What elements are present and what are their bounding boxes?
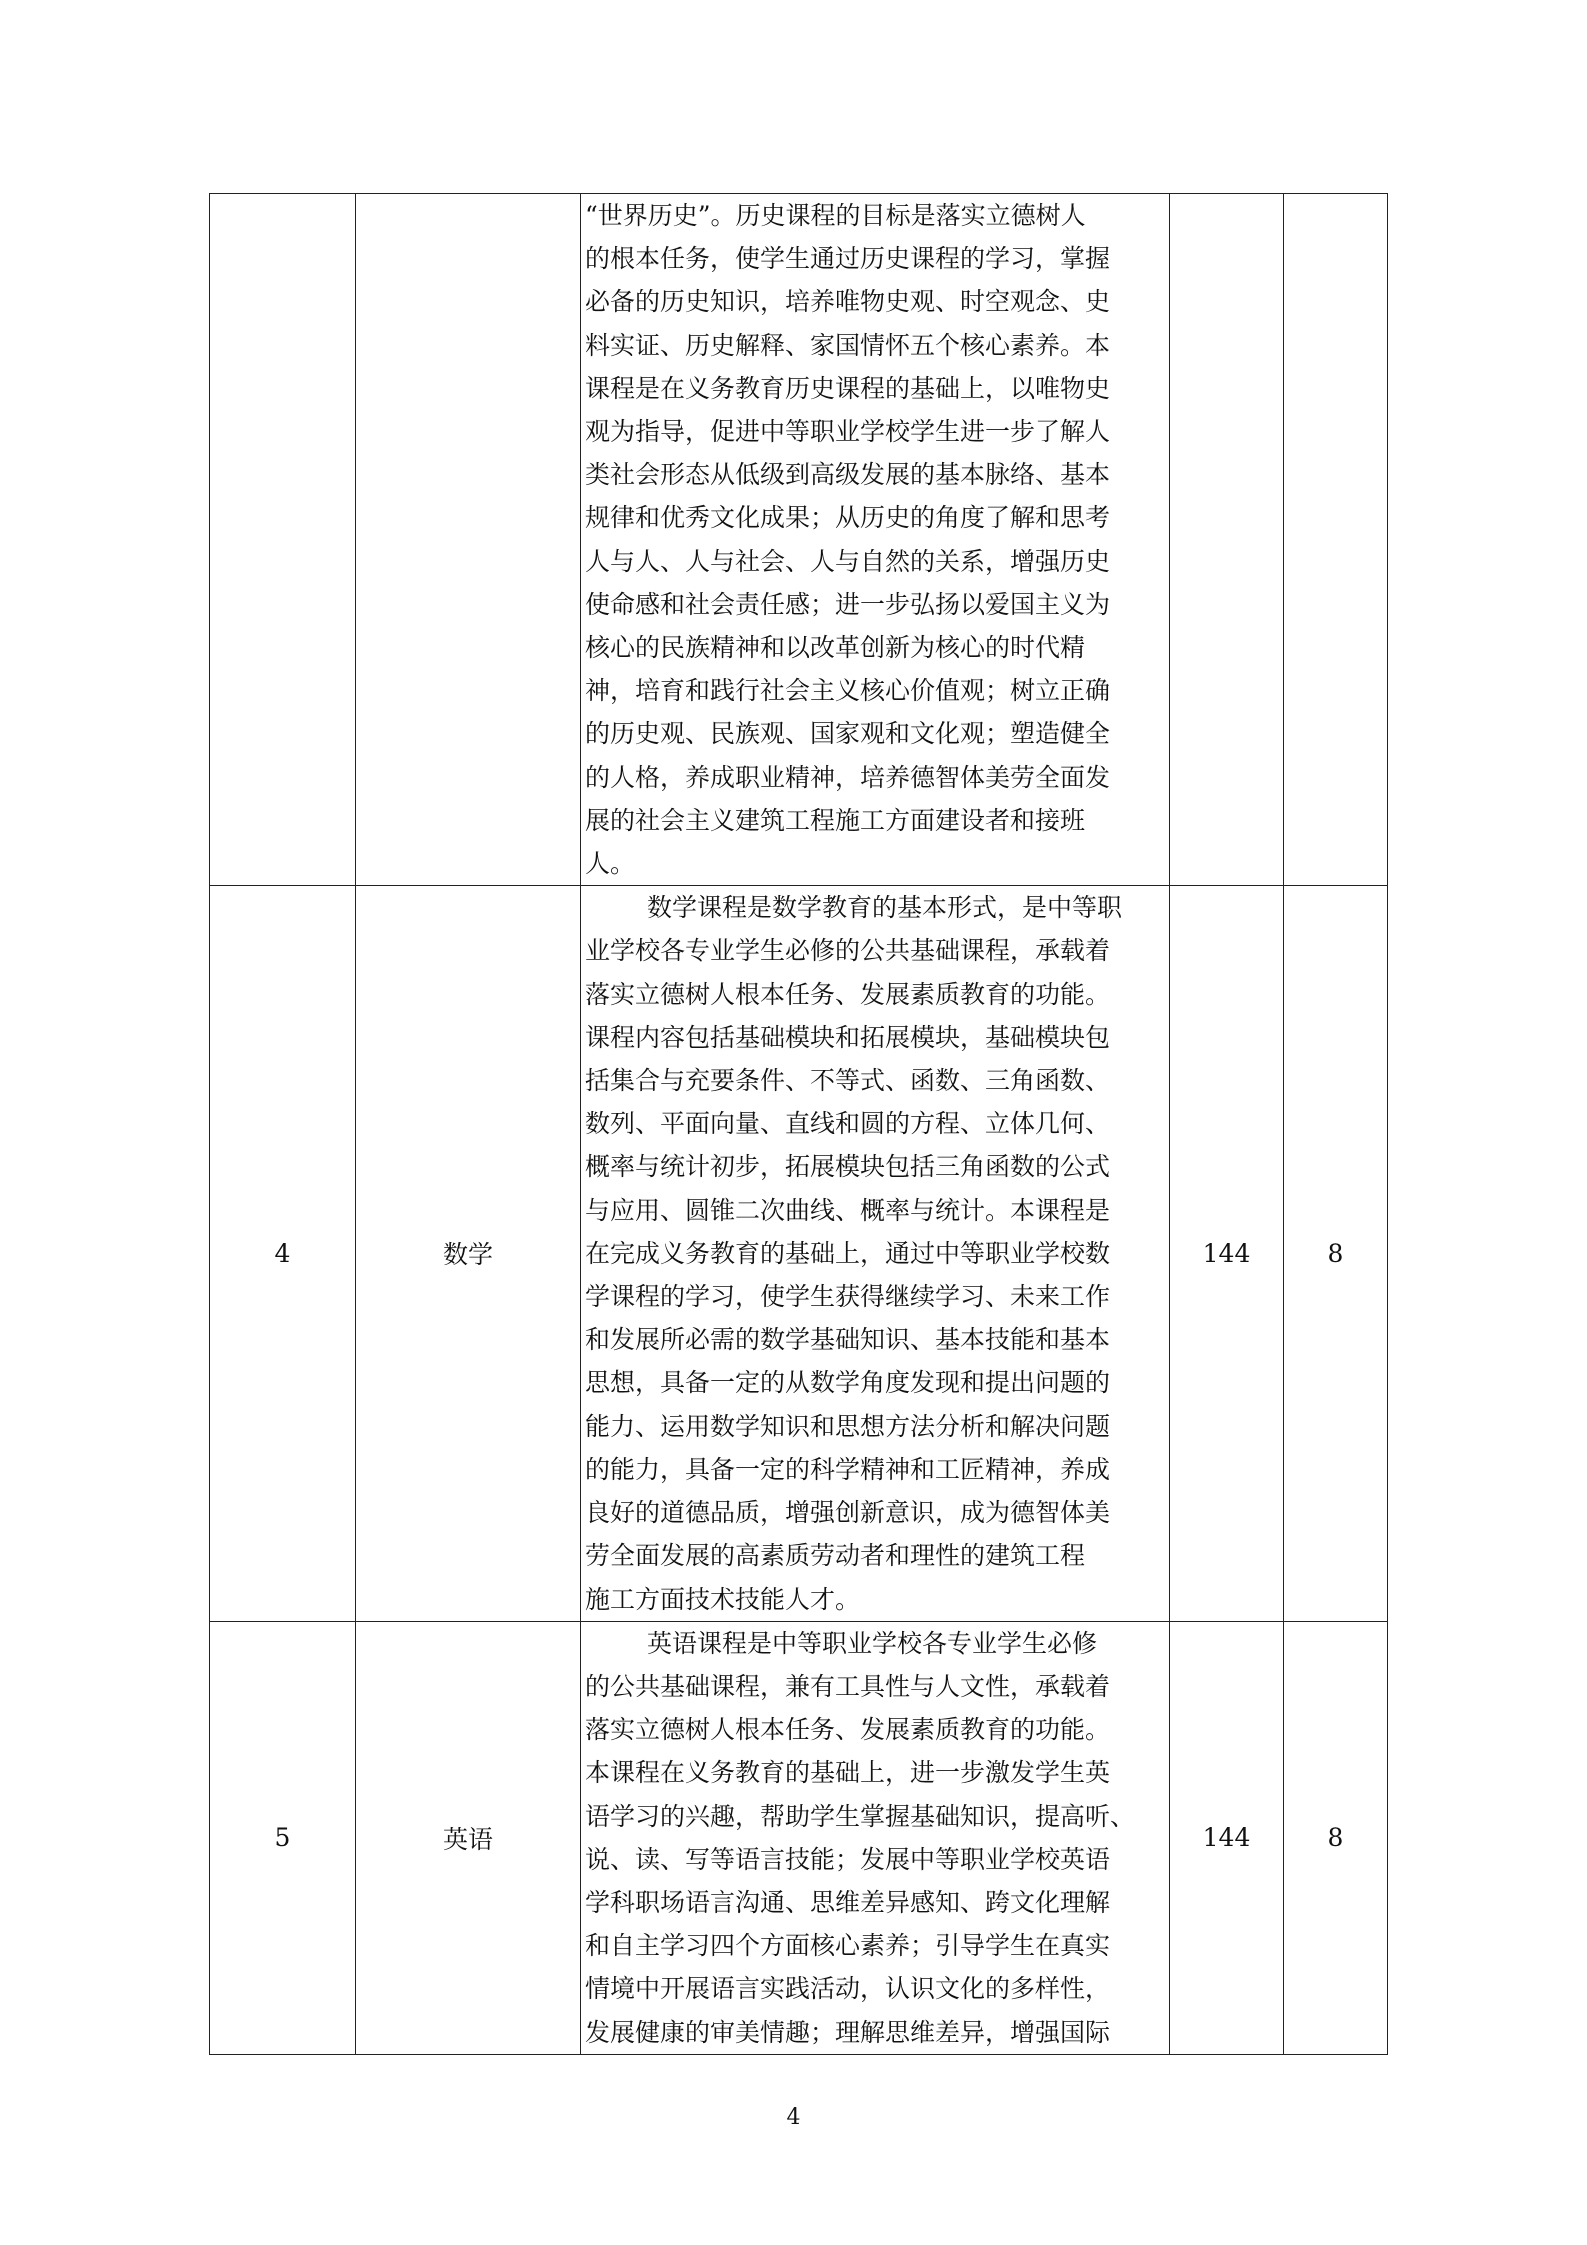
description-line: 核心的民族精神和以改革创新为核心的时代精 <box>585 633 1086 663</box>
description-line: 的人格，养成职业精神，培养德智体美劳全面发 <box>585 762 1111 792</box>
description-line: 的根本任务，使学生通过历史课程的学习，掌握 <box>585 244 1111 274</box>
description-line: 括集合与充要条件、不等式、函数、三角函数、 <box>585 1066 1111 1096</box>
description-line: 发展健康的审美情趣；理解思维差异，增强国际 <box>585 2017 1111 2047</box>
description-line: 能力、运用数学知识和思想方法分析和解决问题 <box>585 1411 1111 1441</box>
course-description-cell <box>581 1621 1170 2054</box>
course-name-cell: 英语 <box>356 1621 581 2054</box>
description-line: 料实证、历史解释、家国情怀五个核心素养。本 <box>585 330 1111 360</box>
description-line: 人与人、人与社会、人与自然的关系，增强历史 <box>585 546 1111 576</box>
description-line: 观为指导，促进中等职业学校学生进一步了解人 <box>585 417 1111 447</box>
description-line: 概率与统计初步，拓展模块包括三角函数的公式 <box>585 1152 1111 1182</box>
description-line: 展的社会主义建筑工程施工方面建设者和接班 <box>585 805 1086 835</box>
course-credits-cell <box>1284 194 1388 886</box>
description-line: 说、读、写等语言技能；发展中等职业学校英语 <box>585 1844 1111 1874</box>
description-line: 和发展所必需的数学基础知识、基本技能和基本 <box>585 1325 1111 1355</box>
course-hours-cell: 144 <box>1170 1621 1284 2054</box>
description-line: 落实立德树人根本任务、发展素质教育的功能。 <box>585 979 1111 1009</box>
description-line: 与应用、圆锥二次曲线、概率与统计。本课程是 <box>585 1195 1111 1225</box>
course-name-cell <box>356 194 581 886</box>
table-row <box>210 1621 1388 2054</box>
description-line: 和自主学习四个方面核心素养；引导学生在真实 <box>585 1931 1111 1961</box>
description-line: 语学习的兴趣，帮助学生掌握基础知识，提高听、 <box>585 1801 1136 1831</box>
description-line: 业学校各专业学生必修的公共基础课程，承载着 <box>585 936 1111 966</box>
description-line: 劳全面发展的高素质劳动者和理性的建筑工程 <box>585 1541 1086 1571</box>
description-line: 思想，具备一定的从数学角度发现和提出问题的 <box>585 1368 1111 1398</box>
description-line: 使命感和社会责任感；进一步弘扬以爱国主义为 <box>585 589 1111 619</box>
table-row <box>210 886 1388 1621</box>
description-line: 的公共基础课程，兼有工具性与人文性，承载着 <box>585 1671 1111 1701</box>
description-line: 课程内容包括基础模块和拓展模块，基础模块包 <box>585 1022 1111 1052</box>
description-line: 施工方面技术技能人才。 <box>585 1584 861 1614</box>
table-row <box>210 194 1388 886</box>
course-credits-cell: 8 <box>1284 886 1388 1621</box>
course-number-cell <box>210 194 356 886</box>
course-credits-cell: 8 <box>1284 1621 1388 2054</box>
description-line: 规律和优秀文化成果；从历史的角度了解和思考 <box>585 503 1111 533</box>
description-line: 数学课程是数学教育的基本形式，是中等职 <box>647 893 1123 923</box>
description-line: 必备的历史知识，培养唯物史观、时空观念、史 <box>585 287 1111 317</box>
description-line: 落实立德树人根本任务、发展素质教育的功能。 <box>585 1715 1111 1745</box>
description-line: 学科职场语言沟通、思维差异感知、跨文化理解 <box>585 1887 1111 1917</box>
description-line: 的历史观、民族观、国家观和文化观；塑造健全 <box>585 719 1111 749</box>
description-line: 良好的道德品质，增强创新意识，成为德智体美 <box>585 1498 1111 1528</box>
description-line: 本课程在义务教育的基础上，进一步激发学生英 <box>585 1758 1111 1788</box>
description-line: 的能力，具备一定的科学精神和工匠精神，养成 <box>585 1454 1111 1484</box>
description-line: 英语课程是中等职业学校各专业学生必修 <box>647 1628 1098 1658</box>
description-line: 类社会形态从低级到高级发展的基本脉络、基本 <box>585 460 1111 490</box>
course-table <box>209 193 1388 2055</box>
course-name-cell: 数学 <box>356 886 581 1621</box>
page-number: 4 <box>786 2105 801 2130</box>
course-hours-cell: 144 <box>1170 886 1284 1621</box>
course-hours-cell <box>1170 194 1284 886</box>
course-number-cell: 4 <box>210 886 356 1621</box>
description-line: 数列、平面向量、直线和圆的方程、立体几何、 <box>585 1109 1111 1139</box>
description-line: 在完成义务教育的基础上，通过中等职业学校数 <box>585 1238 1111 1268</box>
description-line: 学课程的学习，使学生获得继续学习、未来工作 <box>585 1282 1111 1312</box>
course-number-cell: 5 <box>210 1621 356 2054</box>
description-line: 情境中开展语言实践活动，认识文化的多样性， <box>585 1974 1111 2004</box>
description-line: 人。 <box>585 849 636 879</box>
description-line: 神，培育和践行社会主义核心价值观；树立正确 <box>585 676 1111 706</box>
course-description-cell <box>581 886 1170 1621</box>
description-line: 课程是在义务教育历史课程的基础上，以唯物史 <box>585 373 1111 403</box>
description-line: “世界历史”。历史课程的目标是落实立德树人 <box>585 201 1086 230</box>
course-description-cell <box>581 194 1170 886</box>
